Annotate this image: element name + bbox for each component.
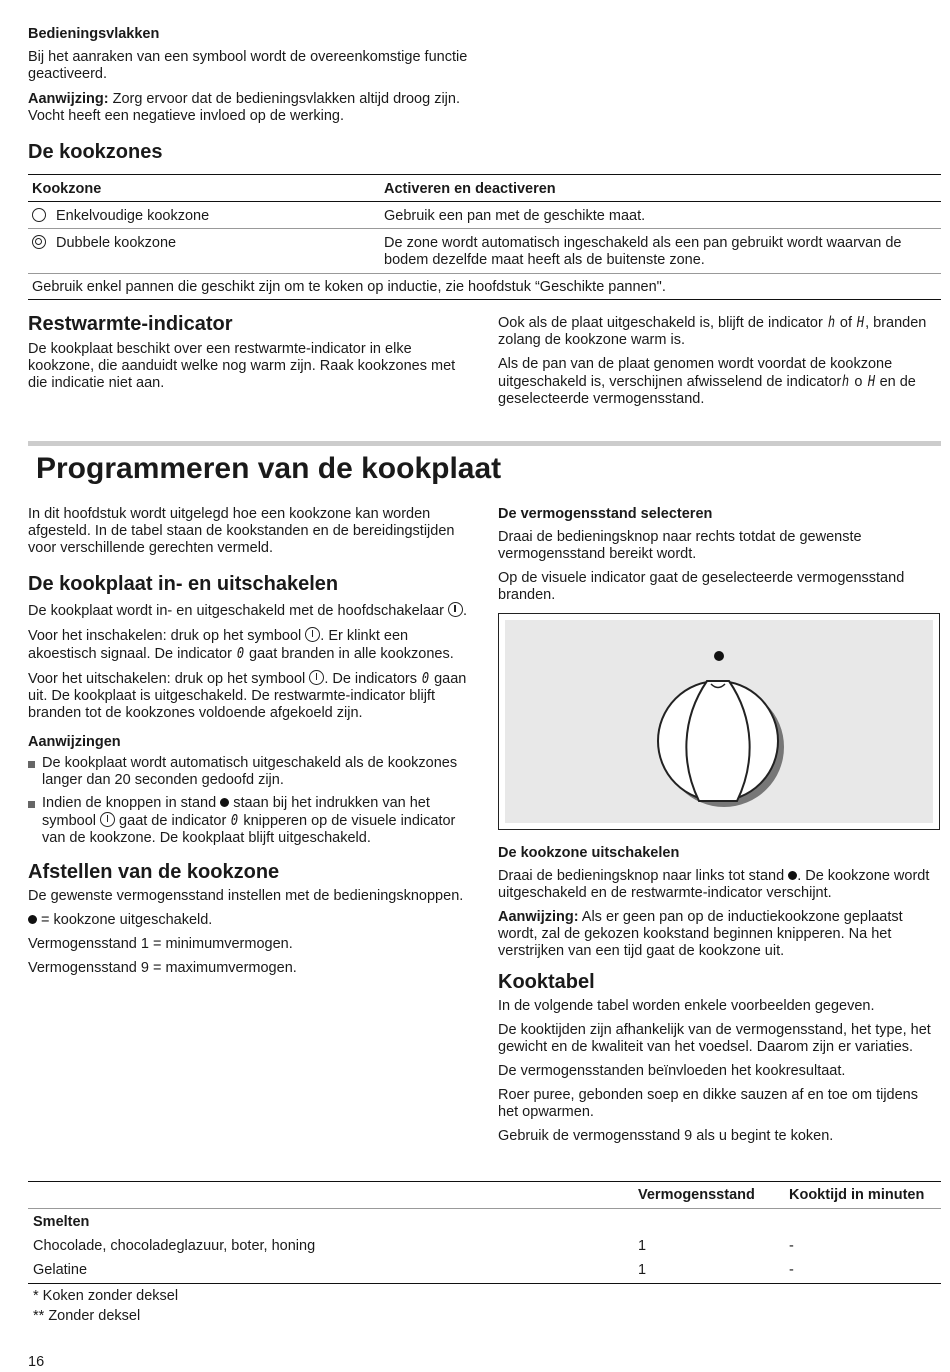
text: . [462,603,467,619]
off-dot-icon [28,915,37,924]
note [498,909,940,960]
tijd-cell: - [789,1238,794,1254]
text: Draai de bedieningsknop naar links tot stand [498,868,789,884]
off-dot-icon [788,871,797,880]
paragraph: De kooktijden zijn afhankelijk van de vermogensstand, het type, het gewicht en de kwaliteit van het voedsel. Daarom zijn er variaties. [498,1022,931,1055]
seg-0-icon: 0 [236,644,245,662]
paragraph: Gebruik de vermogensstand 9 als u begint te koken. [498,1128,834,1144]
text: , branden zolang de kookzone warm is. [498,315,927,348]
tijd-cell: - [789,1262,794,1278]
note-text: Zorg ervoor dat de bedieningsvlakken altijd droog zijn. Vocht heeft een negatieve invloed op de werking. [28,91,460,124]
text: Voor het inschakelen: druk op het symbool [28,628,306,644]
paragraph [498,868,940,902]
chapter-divider [28,441,941,446]
table-row [28,229,941,274]
text: knipperen op de visuele indicator van de kookzone. De kookplaat blijft uitgeschakeld. [42,813,456,846]
seg-h-icon: h [827,313,835,331]
uitschakelen-title: De kookzone uitschakelen [498,845,680,861]
page-number: 16 [28,1354,45,1370]
note-label: Aanwijzing: [498,909,579,925]
col-header-kookzone: Kookzone [32,181,102,197]
col-header-tijd: Kooktijd in minuten [789,1187,925,1203]
group-label: Smelten [33,1214,90,1230]
text: = kookzone uitgeschakeld. [37,912,213,928]
table-footer [28,274,941,300]
notes-title: Aanwijzingen [28,734,121,750]
selecteren-title: De vermogensstand selecteren [498,506,713,522]
item-cell: Chocolade, chocoladeglazuur, boter, honing [33,1238,316,1254]
right-column [498,506,940,604]
text: staan bij het indrukken van het symbool [42,795,430,829]
item-cell: Gelatine [33,1262,88,1278]
notes-list [28,755,470,847]
restwarmte-text: De kookplaat beschikt over een restwarmte-indicator in elke kookzone, die aanduidt welke nog warm zijn. Raak kookzones met die indicatie niet aan. [28,341,456,391]
table-row [28,1257,941,1284]
text: Voor het uitschakelen: druk op het symbool [28,671,310,687]
text: o [850,374,867,390]
kookzones-table [28,174,941,300]
paragraph: De gewenste vermogensstand instellen met de bedieningsknoppen. [28,888,464,904]
table-row [28,1233,941,1257]
paragraph [28,627,470,663]
bedieningsvlakken-section [28,26,473,125]
inuit-title: De kookplaat in- en uitschakelen [28,573,339,595]
zone-text: Gebruik een pan met de geschikte maat. [384,208,646,224]
paragraph: Roer puree, gebonden soep en dikke sauzen af en toe om tijdens het opwarmen. [498,1087,918,1120]
paragraph: Bij het aanraken van een symbool wordt de overeenkomstige functie geactiveerd. [28,49,468,82]
text: De kookplaat wordt in- en uitgeschakeld met de hoofdschakelaar [28,603,448,619]
text: of [835,315,857,331]
single-ring-icon [32,208,46,222]
text: gaat de indicator [115,813,231,829]
afstellen-title: Afstellen van de kookzone [28,861,280,883]
note [28,91,473,125]
list-item: De kookplaat wordt automatisch uitgeschakeld als de kookzones langer dan 20 seconden gedoofd zijn. [28,755,470,789]
kookzones-title: De kookzones [28,141,163,163]
seg-h-icon: h [842,372,850,390]
kooktabel-title: Kooktabel [498,971,595,993]
knob-figure [498,613,940,830]
text: . De indicators [324,671,422,687]
footnote: ** Zonder deksel [33,1308,141,1324]
power-icon [309,670,324,685]
text: . De kookzone wordt uitgeschakeld en de restwarmte-indicator verschijnt. [498,868,930,901]
col-header-activeren: Activeren en deactiveren [384,181,556,197]
text: en de geselecteerde vermogensstand. [498,374,916,407]
left-column [28,506,470,977]
table-row [28,202,941,229]
power-icon [305,627,320,642]
paragraph: De vermogensstanden beïnvloeden het kookresultaat. [498,1063,846,1079]
chapter-title: Programmeren van de kookplaat [36,452,502,485]
zone-text: De zone wordt automatisch ingeschakeld als een pan gebruikt wordt waarvan de bodem dezelfde maat heeft als de buitenste zone. [384,235,902,268]
paragraph [498,356,938,408]
footer-text: Gebruik enkel pannen die geschikt zijn om te koken op inductie, zie hoofdstuk “Geschikte pannen". [32,279,666,295]
zone-cell [32,208,209,225]
off-dot-icon [220,798,229,807]
power-icon [100,812,115,827]
table-group-row [28,1209,941,1233]
kooktabel-table [28,1181,941,1325]
footnote: * Koken zonder deksel [33,1288,179,1304]
text: Als de pan van de plaat genomen wordt voordat de kookzone uitgeschakeld is, verschijnen afwisselend de indicator [498,356,893,390]
paragraph [28,602,470,620]
right-column-lower [498,845,940,1145]
section-heading: Bedieningsvlakken [28,26,160,42]
paragraph: Draai de bedieningsknop naar rechts totdat de gewenste vermogensstand bereikt wordt. [498,529,862,562]
stand-cell: 1 [638,1262,647,1278]
seg-0-icon: 0 [231,811,239,829]
table-header [28,1181,941,1209]
zone-cell [32,235,176,252]
text: . Er klinkt een akoestisch signaal. De indicator [28,628,409,662]
intro-text: In dit hoofdstuk wordt uitgelegd hoe een kookzone kan worden afgesteld. In de tabel staan de kookstanden en de bereidingstijden voor verschillende gerechten vermeld. [28,506,455,556]
text: Indien de knoppen in stand [42,795,221,811]
paragraph: Op de visuele indicator gaat de geselecteerde vermogensstand branden. [498,570,905,603]
restwarmte-right [498,314,938,408]
seg-H-icon: H [867,372,875,390]
paragraph [28,912,470,929]
paragraph: In de volgende tabel worden enkele voorbeelden gegeven. [498,998,875,1014]
text: Ook als de plaat uitgeschakeld is, blijft de indicator [498,315,827,331]
restwarmte-title: Restwarmte-indicator [28,313,233,335]
paragraph [28,670,470,722]
double-ring-icon [32,235,46,249]
text: gaan uit. De kookplaat is uitgeschakeld. De restwarmte-indicator blijft branden tot de kookzones voldoende afgekoeld zijn. [28,671,467,721]
text: gaat branden in alle kookzones. [244,646,454,662]
seg-0-icon: 0 [421,669,430,687]
paragraph: Vermogensstand 1 = minimumvermogen. [28,936,293,952]
zone-label: Enkelvoudige kookzone [56,208,210,224]
note-label: Aanwijzing: [28,91,109,107]
stand-cell: 1 [638,1238,647,1254]
list-item [28,795,470,847]
paragraph: Vermogensstand 9 = maximumvermogen. [28,960,297,976]
control-knob-icon [499,614,939,829]
zone-label: Dubbele kookzone [56,235,177,251]
table-header [28,174,941,202]
paragraph [498,314,938,349]
seg-H-icon: H [856,313,865,331]
power-icon [448,602,463,617]
note-text: Als er geen pan op de inductiekookzone geplaatst wordt, zal de gekozen kookstand beginnen knipperen. Na het verstrijken van een tijd gaat de kookzone uit. [498,909,903,959]
col-header-stand: Vermogensstand [638,1187,755,1203]
